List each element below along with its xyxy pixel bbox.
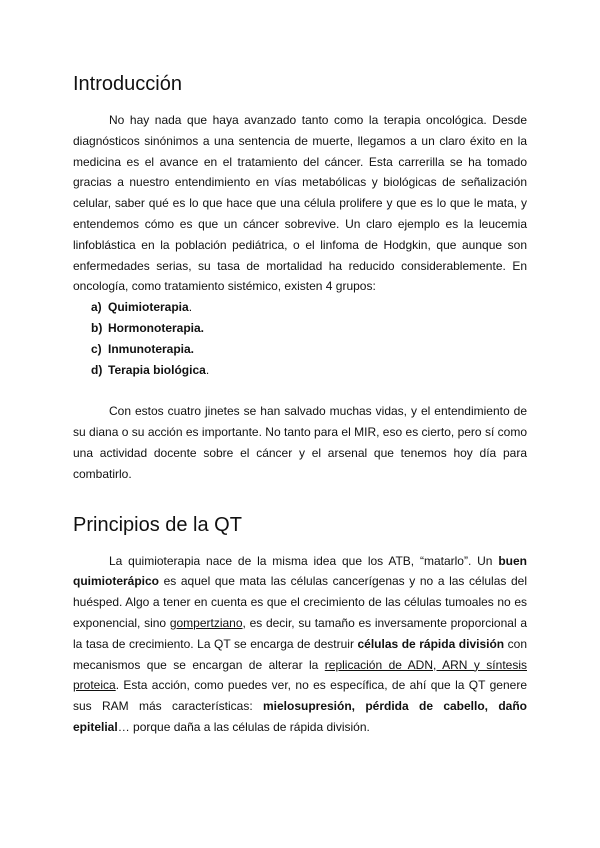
document-content <box>73 70 527 738</box>
list-item-label: Inmunoterapia. <box>108 341 195 356</box>
list-item-suffix: . <box>205 362 210 377</box>
therapy-groups-list <box>73 297 527 380</box>
qt-bold-buen-quimioterapico: buen quimioterápico <box>73 553 527 589</box>
qt-text-segment: La quimioterapia nace de la misma idea que los ATB, “matarlo”. Un <box>109 553 499 568</box>
list-marker: c) <box>91 341 102 356</box>
list-marker: a) <box>91 300 102 315</box>
list-item-label: Quimioterapia <box>108 300 189 315</box>
list-item-suffix: . <box>188 300 193 315</box>
qt-text-segment: , es decir, su tamaño es inversamente proporcional a la tasa de crecimiento. La QT se encarga de destruir <box>73 615 527 651</box>
heading-principios-qt: Principios de la QT <box>73 513 242 536</box>
qt-text-segment: es aquel que mata las células cancerígenas y no a las células del huésped. Algo a tener en cuenta es que el crecimiento de las células tumoales no es exponencial, sino <box>73 574 527 630</box>
qt-bold-ram: mielosupresión, pérdida de cabello, daño epitelial <box>73 699 527 734</box>
list-item-label: Hormonoterapia. <box>108 320 205 335</box>
heading-introduccion: Introducción <box>73 73 182 95</box>
jinetes-paragraph: Con estos cuatro jinetes se han salvado muchas vidas, y el entendimiento de su diana o su acción es importante. No tanto para el MIR, eso es cierto, pero sí como una actividad docente sobre el cáncer y el arsenal que tenemos hoy día para combatirlo. <box>73 404 527 481</box>
qt-text-segment: . Esta acción, como puedes ver, no es específica, de ahí que la QT genere sus RAM más características: <box>73 678 527 714</box>
list-marker: d) <box>91 362 103 377</box>
qt-text-segment: con mecanismos que se encargan de alterar la <box>73 636 527 672</box>
list-item <box>91 360 527 381</box>
list-item <box>91 339 527 360</box>
qt-underline-replicacion: replicación de ADN, ARN y síntesis proteica <box>73 657 527 693</box>
list-item-label: Terapia biológica <box>108 362 206 377</box>
intro-paragraph: No hay nada que haya avanzado tanto como la terapia oncológica. Desde diagnósticos sinónimos a una sentencia de muerte, llegamos a un claro éxito en la medicina es el avance en el tratamiento del cáncer. Esta carrerilla se ha tomado gracias a nuestro entendimiento en vías metabólicas y biológicas de señalización celular, saber qué es lo que hace que una célula prolifere y que es lo que le mata, y entendemos cómo es que un cáncer sobrevive. Un claro ejemplo es la leucemia linfoblástica en la población pediátrica, o el linfoma de Hodgkin, que aunque son enfermedades serias, su tasa de mortalidad ha reducido considerablemente. En oncología, como tratamiento sistémico, existen 4 grupos: <box>73 113 527 294</box>
qt-paragraph <box>73 551 527 738</box>
qt-underline-gompertziano: gompertziano <box>169 615 243 630</box>
list-marker: b) <box>91 320 103 335</box>
list-item <box>91 297 527 318</box>
qt-text-segment: … porque daña a las células de rápida división. <box>117 719 370 734</box>
list-item <box>91 318 527 339</box>
qt-bold-celulas-rapida-division: células de rápida división <box>357 636 505 651</box>
